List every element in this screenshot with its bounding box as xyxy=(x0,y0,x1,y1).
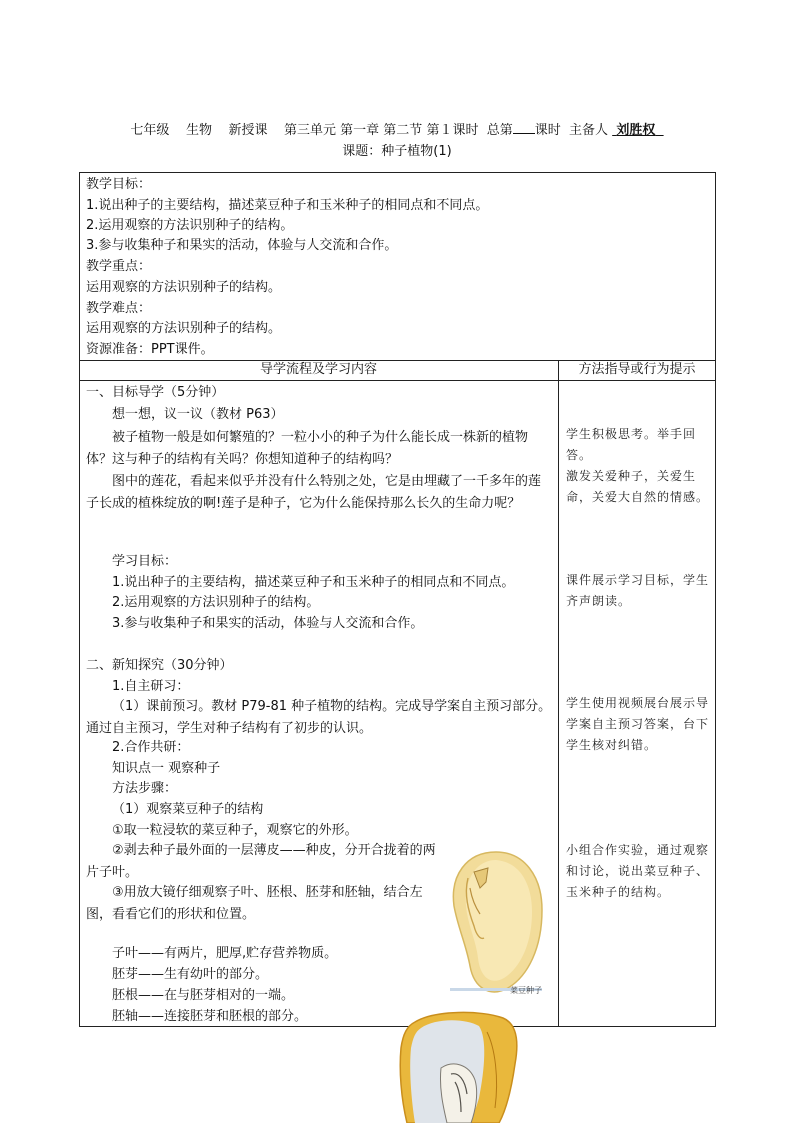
lesson-type: 新授课 xyxy=(228,123,268,138)
author-name: 刘胜权 xyxy=(616,123,656,138)
part-cotyledon: 子叶——有两片，肥厚,贮存营养物质。 xyxy=(112,946,338,961)
section1-title: 一、目标导学（5分钟） xyxy=(86,385,225,400)
column-header-hints: 方法指导或行为提示 xyxy=(578,362,696,377)
knowledge-point-1: 知识点一 观察种子 xyxy=(112,761,221,776)
method-steps-title: 方法步骤： xyxy=(112,781,178,796)
table-column-divider xyxy=(558,360,559,1027)
bean-seed-heading: （1）观察菜豆种子的结构 xyxy=(112,802,264,817)
difficult-point-text: 运用观察的方法识别种子的结构。 xyxy=(86,321,282,336)
objectives-title: 教学目标： xyxy=(86,177,152,192)
part-plumule: 胚芽——生有幼叶的部分。 xyxy=(112,967,269,982)
lesson-topic: 课题：种子植物(1) xyxy=(342,144,452,159)
bean-seed-caption: 菜豆种子 xyxy=(510,986,542,995)
hint-care: 激发关爱种子，关爱生命，关爱大自然的情感。 xyxy=(566,469,710,504)
table-divider-header xyxy=(79,380,716,381)
part-radicle: 胚根——在与胚芽相对的一端。 xyxy=(112,988,295,1003)
hint-think: 学生积极思考。举手回答。 xyxy=(566,427,697,462)
difficult-point-title: 教学难点： xyxy=(86,301,152,316)
self-study-text: （1）课前预习。教材 P79-81 种子植物的结构。完成导学案自主预习部分。通过自主预习，学生对种子结构有了初步的认识。 xyxy=(86,699,552,736)
key-point-text: 运用观察的方法识别种子的结构。 xyxy=(86,280,282,295)
self-study-title: 1.自主研习： xyxy=(112,679,190,694)
section1-sub: 想一想，议一议（教材 P63） xyxy=(112,407,284,422)
step-3: ③用放大镜仔细观察子叶、胚根、胚芽和胚轴，结合左图，看看它们的形状和位置。 xyxy=(86,885,423,922)
part-hypocotyl: 胚轴——连接胚芽和胚根的部分。 xyxy=(112,1009,308,1024)
cooperative-study-title: 2.合作共研： xyxy=(112,740,190,755)
learning-goals-title: 学习目标： xyxy=(112,554,178,569)
hint-goals: 课件展示学习目标，学生齐声朗读。 xyxy=(566,573,710,608)
learning-goal-2: 2.运用观察的方法识别种子的结构。 xyxy=(112,595,320,610)
subject: 生物 xyxy=(185,123,212,138)
key-point-title: 教学重点： xyxy=(86,259,152,274)
total-blank xyxy=(513,121,535,134)
section2-title: 二、新知探究（30分钟） xyxy=(86,658,233,673)
objective-3: 3.参与收集种子和果实的活动，体验与人交流和合作。 xyxy=(86,238,398,253)
total-suffix: 课时 xyxy=(534,123,561,138)
unit-location: 第三单元 第一章 第二节 第１课时 xyxy=(284,123,479,138)
section1-paragraph-1: 被子植物一般是如何繁殖的？一粒小小的种子为什么能长成一株新的植物体？这与种子的结构有关吗？你想知道种子的结构吗？ xyxy=(86,430,529,467)
total-prefix: 总第 xyxy=(486,123,513,138)
learning-goal-3: 3.参与收集种子和果实的活动，体验与人交流和合作。 xyxy=(112,616,424,631)
resource-prep: 资源准备：PPT课件。 xyxy=(86,342,214,357)
section1-paragraph-2: 图中的莲花，看起来似乎并没有什么特别之处，它是由埋藏了一千多年的莲子长成的植株绽放的啊!莲子是种子，它为什么能保持那么长久的生命力呢？ xyxy=(86,474,542,511)
objective-1: 1.说出种子的主要结构，描述菜豆种子和玉米种子的相同点和不同点。 xyxy=(86,198,489,213)
corn-seed-figure xyxy=(395,1008,520,1123)
step-2: ②剥去种子最外面的一层薄皮——种皮，分开合拢着的两片子叶。 xyxy=(86,843,436,880)
step-1: ①取一粒浸软的菜豆种子，观察它的外形。 xyxy=(112,823,358,838)
objective-2: 2.运用观察的方法识别种子的结构。 xyxy=(86,218,294,233)
grade: 七年级 xyxy=(130,123,170,138)
lesson-header xyxy=(0,119,794,138)
bean-seed-figure xyxy=(446,848,546,998)
hint-preview: 学生使用视频展台展示导学案自主预习答案，台下学生核对纠错。 xyxy=(566,696,710,752)
learning-goal-1: 1.说出种子的主要结构，描述菜豆种子和玉米种子的相同点和不同点。 xyxy=(112,575,515,590)
column-header-content: 导学流程及学习内容 xyxy=(259,362,377,377)
hint-experiment: 小组合作实验，通过观察和讨论，说出菜豆种子、玉米种子的结构。 xyxy=(566,843,710,899)
author-label: 主备人 xyxy=(569,123,609,138)
